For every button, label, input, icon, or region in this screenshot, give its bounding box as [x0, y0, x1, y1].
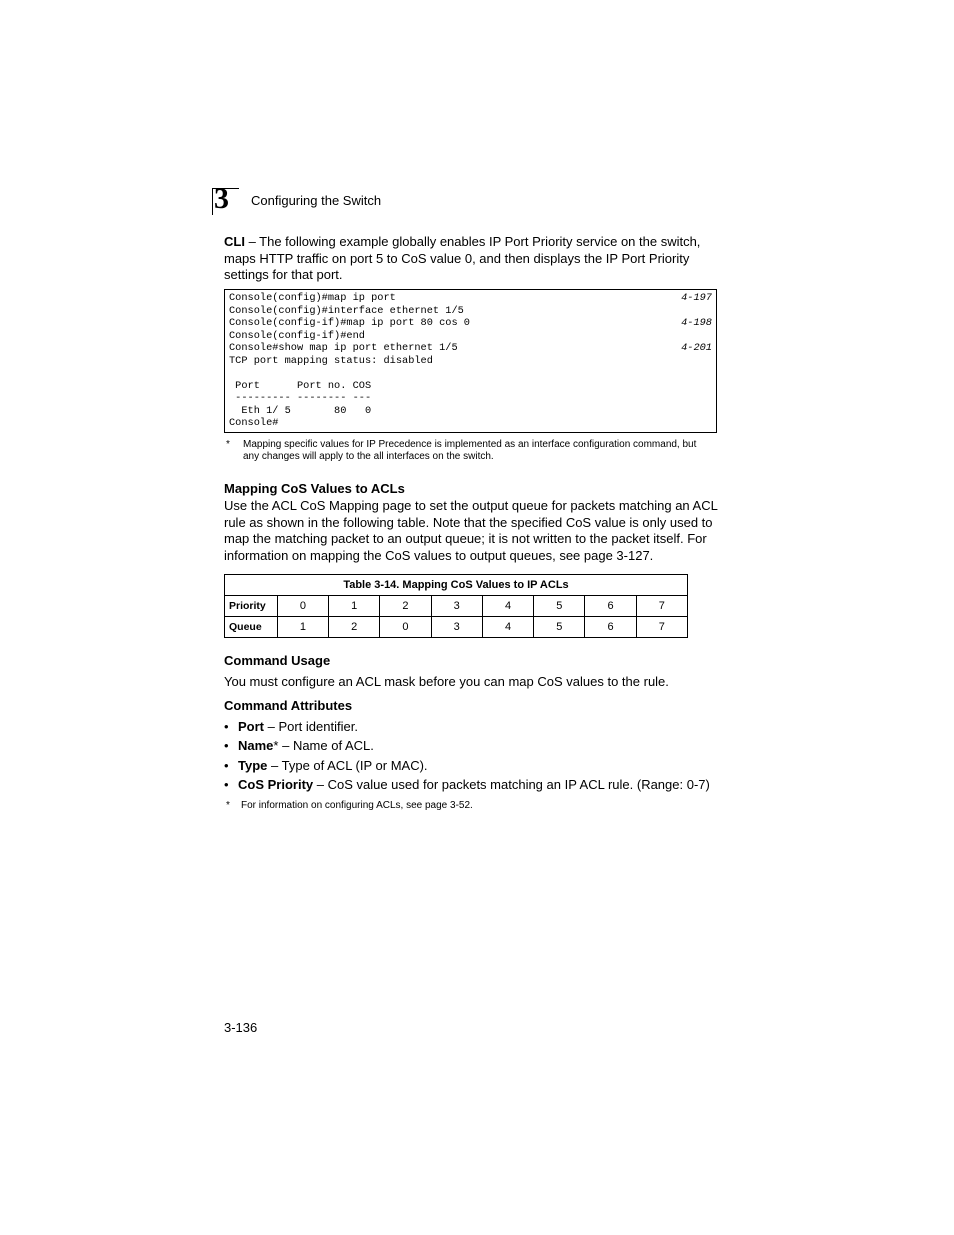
table-cell: 4 [482, 617, 533, 638]
attribute-term: Type [238, 758, 268, 773]
table-cell: 3 [431, 617, 482, 638]
attribute-desc: – Type of ACL (IP or MAC). [267, 758, 428, 773]
bullet-dot: • [224, 719, 229, 734]
cos-mapping-table [224, 574, 688, 638]
attribute-term: CoS Priority [238, 777, 314, 792]
table-caption: Table 3-14. Mapping CoS Values to IP ACLs [225, 575, 688, 596]
bullet-dot: • [224, 738, 229, 753]
footnote-mark: * [226, 800, 230, 811]
table-cell: 1 [277, 617, 328, 638]
cli-intro-text: – The following example globally enables IP Port Priority service on the switch, maps HTTP traffic on port 5 to CoS value 0, and then displays the IP Port Priority settings for that port. [224, 234, 701, 282]
attribute-term: Port [238, 719, 264, 734]
attribute-item [224, 719, 724, 735]
code-line: --------- -------- --- [229, 392, 372, 404]
command-attributes-heading: Command Attributes [224, 698, 353, 713]
table-cell: 2 [380, 596, 431, 617]
page-number: 3-136 [224, 1020, 258, 1035]
code-line: Console#show map ip port ethernet 1/5 4-201 [229, 342, 712, 354]
footnote-acl [226, 800, 716, 814]
bullet-dot: • [224, 777, 229, 792]
attribute-desc: – CoS value used for packets matching an IP ACL rule. (Range: 0-7) [313, 777, 710, 792]
table-cell: 5 [534, 596, 585, 617]
code-line: Console(config-if)#map ip port 80 cos 0 4-198 [229, 317, 712, 329]
attribute-desc: – Port identifier. [264, 719, 358, 734]
table-cell: 6 [585, 596, 636, 617]
cli-code-example [224, 289, 717, 433]
code-line: Eth 1/ 5 80 0 [229, 404, 372, 417]
footnote-ref: * [273, 738, 279, 753]
bullet-dot: • [224, 758, 229, 773]
code-page-ref: 4-198 [681, 317, 712, 329]
command-usage-heading: Command Usage [224, 653, 331, 668]
table-row-queue [225, 617, 688, 638]
table-cell: 1 [329, 596, 380, 617]
row-label: Priority [225, 596, 278, 617]
table-cell: 7 [636, 596, 687, 617]
row-label: Queue [225, 617, 278, 638]
cli-label: CLI [224, 234, 245, 249]
code-page-ref: 4-197 [681, 292, 712, 304]
table-cell: 7 [636, 617, 687, 638]
section-body: Use the ACL CoS Mapping page to set the output queue for packets matching an ACL rule as shown in the following table. Note that the specified CoS value is only used to map the matching packet to an output queue; it is not written to the packet itself. For information on mapping the CoS values to output queues, see page 3-127. [224, 498, 718, 563]
footnote-text: For information on configuring ACLs, see page 3-52. [241, 800, 473, 811]
footnote-text: Mapping specific values for IP Precedence is implemented as an interface configuration command, but any changes will apply to the all interfaces on the switch. [243, 439, 697, 462]
code-line: Console(config)#interface ethernet 1/5 [229, 304, 464, 317]
code-line: Console# [229, 417, 279, 429]
code-line: Port Port no. COS [229, 379, 372, 392]
code-line: Console(config)#map ip port 4-197 [229, 292, 712, 304]
command-usage-text: You must configure an ACL mask before you can map CoS values to the rule. [224, 674, 669, 689]
table-cell: 6 [585, 617, 636, 638]
attribute-item [224, 777, 724, 793]
table-cell: 4 [482, 596, 533, 617]
attribute-item [224, 758, 724, 774]
table-row-priority [225, 596, 688, 617]
footnote-mark: * [226, 439, 230, 450]
footnote-precedence [226, 439, 716, 465]
code-line: TCP port mapping status: disabled [229, 354, 433, 367]
table-cell: 0 [277, 596, 328, 617]
attribute-term: Name [238, 738, 274, 753]
cli-intro-paragraph [224, 234, 724, 284]
attribute-item [224, 738, 724, 754]
code-line [229, 367, 712, 380]
section-heading: Mapping CoS Values to ACLs [224, 481, 405, 496]
running-header-title: Configuring the Switch [251, 193, 382, 208]
code-page-ref: 4-201 [681, 342, 712, 354]
table-cell: 2 [329, 617, 380, 638]
table-cell: 3 [431, 596, 482, 617]
chapter-number: 3 [214, 182, 229, 215]
table-cell: 5 [534, 617, 585, 638]
table-cell: 0 [380, 617, 431, 638]
attribute-desc: – Name of ACL. [278, 738, 374, 753]
code-line: Console(config-if)#end [229, 329, 365, 342]
